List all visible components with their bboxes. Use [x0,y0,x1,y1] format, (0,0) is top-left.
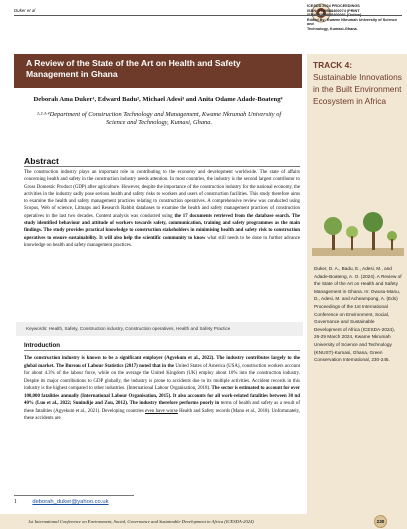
intro-text-3: The sector is estimated to account for over 100,000 fatalities annually (International Labour Organisation, 2015). It also accounts for all work-related fatalities between 30 nd 40% (Luo et al., 2022; Sunindijo and Zou, 2012). The industry therefore performs poorly in [24,386,300,406]
intro-text-2: United States of America (USA), construction workers account for about 4.3% of the labour force, while on the average the United Kingdom (UK) employ about 10% into the construction industry. Despite its major contributions to GDP globally, the industry is prone to accidents due to its multiple activities. Accident records in this industry is the highest compared to other industries. (International Labour Organisation, 2018). [24,363,301,391]
intro-text-1: The construction industry is known to be a significant employer (Agyekum et al., 2022). The industry contributes largely to the global market. The Bureau of Labour Statistics (2017) noted that in the [24,356,300,369]
conference-line: ICESDA 2024 PROCEEDINGS [307,4,360,8]
track-description: Sustainable Innovations in the Built Environment Ecosystem in Africa [313,72,402,106]
abstract-divider [24,166,300,167]
introduction-divider [24,350,300,351]
intro-text-5: even have worse [145,408,178,414]
track-box [313,60,405,107]
paper-title: A Review of the State of the Art on Health and Safety Management in Ghana [14,54,302,88]
introduction-heading: Introduction [24,342,61,349]
conference-info [307,4,401,32]
author-affiliation: ¹·²·³·⁴Department of Construction Technology and Management, Kwame Nkrumah University of Science and Technology, Kumasi, Ghana. [36,111,282,126]
conference-line: ISBN: 9789988400074 (PRINT [307,8,360,13]
footer-conference-name: 1st International Conference on Environment, Social, Governance and Sustainable Development in Africa (ICESDA-2024) [28,519,254,524]
conference-line: Technology, Kumasi-Ghana. [307,26,358,31]
intro-text-6: Health and Safety records (Manu et al., 2018). Unfortunately, these accidents are [24,408,300,421]
abstract-text-plain: The construction industry plays an important role in contributing to the economy and development worldwide. The state of affairs concerning health and safety in the construction industry needs attention. In most countries, the industry is the second largest contributor to Gross Domestic Product (GDP) after agriculture. However, despite the importance of the construction industry for the national economy, the activities in the industry sadly pose serious health and safety risks to workers and users of construction facilities. This study therefore aims to examine the health and safety management practices relating to construction operatives. A comprehensive review was conducted using Scopus, Web of science, Litmaps and Research Rabbit databases to examine the health and safety management practices of construction operatives in the last two decades. Content analysis was conducted using [24,170,300,219]
footnote-divider [14,495,134,496]
track-title: TRACK 4: [313,60,353,70]
author-list: Deborah Ama Duker¹, Edward Badu², Michael Adesi³ and Anita Odame Adade-Boateng⁴ [33,96,283,103]
footnote [14,499,109,505]
header-divider [14,15,402,16]
conference-line: Edited By: Kwame Nkrumah University of Science and [307,17,398,27]
footnote-number: 1 [14,499,17,505]
abstract-heading: Abstract [24,156,59,166]
abstract-text-bold: the 17 documents retrieved from the database search. The study identified behaviour and attitude of workers towards safety, communication, training and safety programmes as the main findings. The study provides practical knowledge to construction stakeholders in minimising health and safety risk to construction operatives to ensure sustainability. It will also help the scientific community to know [24,213,300,241]
page-number-badge: 230 [374,515,387,528]
abstract-text-end: what still needs to be done to further advance knowledge on health and safety management practices. [24,235,300,248]
author-email-link[interactable]: deborah_duker@yahoo.co.uk [32,499,109,505]
intro-text-4: terms of health and safety as a result of these fatalities (Agyekum et al., 2021). Developing countries [24,401,301,414]
abstract-body [24,169,300,249]
tree-illustration-icon [312,212,404,256]
running-author: Duker et al [14,8,36,13]
keywords-bar: Keywords: Health, Safety, Construction industry, Construction operatives, Health and Safety Practice [16,322,303,336]
citation-text: Duker, D. A., Badu, E., Adesi, M., and Adade-Boateng, A. O. (2024). A Review of the State of the Art on Health and Safety Management in Ghana. In: Owusu-Manu, D., Adesi, M. and Acheampong, A. (Eds) Proceedings of the 1st International Conference on Environment, Social, Governance and Sustainable Development of Africa (ICESDA-2024), 26-29 March 2024, Kwame Nkrumah University of Science and Technology (KNUST)-Kumasi, Ghana, Green Conservation International, 230-245. [314,266,402,363]
introduction-body [24,355,300,423]
